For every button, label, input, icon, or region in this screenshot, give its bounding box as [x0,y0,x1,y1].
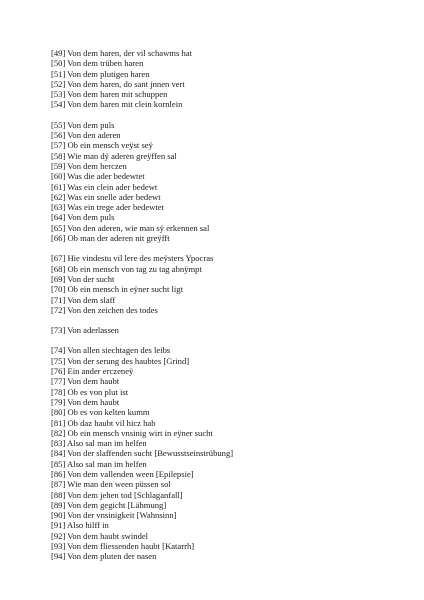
toc-entry: [61] Was ein clein ader bedewt [51,181,158,192]
toc-entry: [90] Von der vnsinigkeit [Wahnsinn] [51,510,177,521]
entry-group [51,48,404,110]
toc-entry: [53] Von dem haren mit schuppen [51,89,168,100]
toc-entry: [55] Von dem puls [51,119,115,130]
toc-entry: [93] Von dem fliessenden haubt [Katarrh] [51,541,195,552]
toc-entry: [82] Ob ein mensch vnsinig wirt in eÿner sucht [51,427,213,438]
toc-entry: [83] Also sal man im helfen [51,438,147,449]
toc-entry: [80] Ob es von kelten kumm [51,407,150,418]
toc-entry: [54] Von dem haren mit clein kornlein [51,99,183,110]
toc-entry: [73] Von aderlassen [51,325,119,336]
toc-entry: [70] Ob ein mensch in eÿner sucht ligt [51,284,183,295]
toc-entry: [88] Von dem jehen tod [Schlaganfall] [51,489,183,500]
toc-entry: [65] Von den aderen, wie man sÿ erkennen sal [51,222,210,233]
toc-entry: [51] Von dem plutigen haren [51,68,150,79]
entry-group [51,253,404,315]
toc-entry: [94] Von dem pluten der nasen [51,551,157,562]
toc-entry: [77] Von dem haubt [51,376,120,387]
toc-entry: [59] Von dem herczen [51,160,127,171]
toc-entry: [63] Was ein trege ader bedewtet [51,202,164,213]
toc-entry: [76] Ein ander erczeneÿ [51,366,134,377]
toc-entry: [75] Von der serung des haubtes [Grind] [51,355,190,366]
toc-entry: [56] Von den aderen [51,130,121,141]
toc-entry: [57] Ob ein mensch veÿst seÿ [51,140,153,151]
toc-entry: [58] Wie man dÿ aderen greÿffen sal [51,150,177,161]
entry-group [51,120,404,244]
toc-entry: [52] Von dem haren, do sant jnnen vert [51,78,185,89]
toc-entry: [87] Wie man den ween püssen sol [51,479,171,490]
toc-entry: [91] Also hilff in [51,520,109,531]
toc-entry: [92] Von dem haubt swindel [51,530,149,541]
toc-entry: [67] Hie vindestu vil lere des meÿsters Ypocras [51,253,214,264]
toc-entry: [86] Von dem vallenden ween [Epilepsie] [51,468,194,479]
toc-entry: [79] Von dem haubt [51,396,120,407]
toc-entry: [89] Von dem gegicht [Lähmung] [51,499,167,510]
toc-entry: [62] Was ein snelle ader bedewt [51,191,161,202]
toc-entry: [64] Von dem puls [51,212,115,223]
toc-entry: [68] Ob ein mensch von tag zu tag abnÿmpt [51,263,202,274]
toc-entry: [85] Also sal man im helfen [51,458,147,469]
toc-entry: [60] Was die ader bedewtet [51,171,145,182]
toc-entry: [49] Von dem haren, der vil schawms hat [51,48,192,58]
entry-group [51,345,404,561]
toc-entry: [78] Ob es von plut ist [51,386,129,397]
toc-entry: [81] Ob daz haubt vil hicz hab [51,417,156,428]
toc-entry: [50] Von dem trüben haren [51,58,144,69]
toc-entry: [66] Ob man der aderen nit greÿfft [51,233,170,244]
toc-entry: [74] Von allen siechtagen des leibs [51,345,171,356]
toc-entry: [71] Von dem slaff [51,294,116,305]
entry-group [51,325,404,335]
toc-entry: [72] Von den zeichen des todes [51,304,158,315]
toc-entry: [84] Von der slaffenden sucht [Bewusstseinstrübung] [51,448,234,459]
toc-entry: [69] Von der sucht [51,273,115,284]
